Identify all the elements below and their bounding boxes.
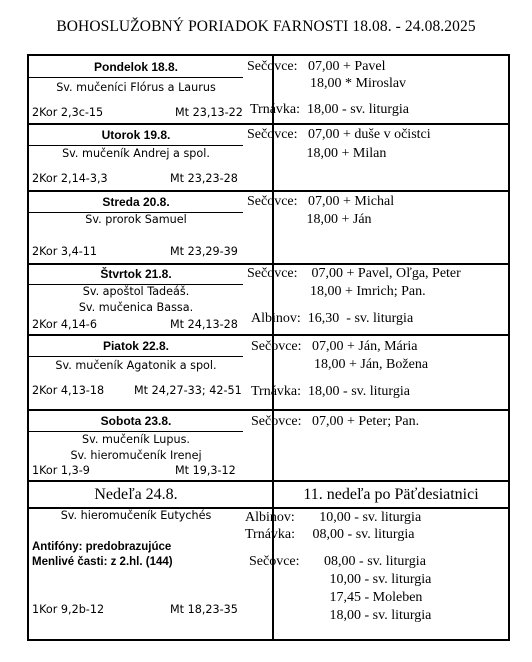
reading-gospel: Mt 23,13-22 (175, 106, 243, 119)
schedule-table (27, 54, 510, 641)
sunday-heading: 11. nedeľa po Päťdesiatnici (303, 486, 479, 503)
service-line: Trnávka: 18,00 - sv. liturgia (251, 384, 410, 399)
reading-gospel: Mt 19,3-12 (175, 464, 236, 477)
row-divider (29, 480, 508, 482)
day-title: Štvrtok 21.8. (100, 267, 172, 281)
page-title: BOHOSLUŽOBNÝ PORIADOK FARNOSTI 18.08. - 24.08.2025 (56, 18, 476, 35)
reading-gospel: Mt 23,29-39 (170, 245, 238, 258)
day-title: Sobota 23.8. (100, 414, 172, 428)
day-title: Pondelok 18.8. (93, 60, 179, 74)
variable-parts-line: Menlivé časti: z 2.hl. (144) (32, 556, 173, 568)
day-title: Streda 20.8. (102, 195, 170, 209)
reading-epistle: 1Kor 9,2b-12 (32, 603, 105, 616)
service-line: 18,00 + Ján (247, 212, 372, 227)
reading-epistle: 2Kor 4,14-6 (32, 318, 97, 331)
row-divider (29, 190, 508, 192)
day-title-underline (29, 77, 243, 78)
reading-epistle: 2Kor 3,4-11 (32, 245, 97, 258)
saint-line: Sv. mučenica Bassa. (78, 301, 194, 314)
service-line: Sečovce: 07,00 + duše v očistci (247, 127, 431, 142)
service-line: Sečovce: 08,00 - sv. liturgia (249, 554, 426, 569)
service-line: Sečovce: 07,00 + Ján, Mária (251, 339, 418, 354)
day-title: Utorok 19.8. (101, 128, 171, 142)
saint-line: Sv. apoštol Tadeáš. (82, 285, 190, 298)
row-divider (29, 123, 508, 125)
reading-epistle: 2Kor 4,13-18 (32, 384, 105, 397)
day-title: Piatok 22.8. (102, 339, 170, 353)
service-line: Sečovce: 07,00 + Pavel (247, 59, 386, 74)
saint-line: Sv. mučeník Lupus. (82, 433, 190, 446)
saint-line: Sv. prorok Samuel (85, 213, 187, 226)
reading-epistle: 2Kor 2,3c-15 (32, 106, 104, 119)
saint-line: Sv. mučeník Andrej a spol. (62, 147, 210, 160)
sunday-title: Nedeľa 24.8. (94, 486, 178, 503)
reading-epistle: 1Kor 1,3-9 (32, 464, 90, 477)
service-line: Trnávka: 18,00 - sv. liturgia (250, 102, 409, 117)
service-line: 18,00 - sv. liturgia (249, 608, 432, 623)
service-line: Trnávka: 08,00 - sv. liturgia (245, 527, 415, 542)
service-line: 10,00 - sv. liturgia (249, 572, 432, 587)
service-line: Sečovce: 07,00 + Peter; Pan. (251, 414, 420, 429)
service-line: 18,00 + Imrich; Pan. (247, 284, 426, 299)
service-line: Albinov: 16,30 - sv. liturgia (251, 311, 414, 326)
saint-line: Sv. hieromučeník Eutychés (60, 509, 212, 522)
service-line: Sečovce: 07,00 + Pavel, Oľga, Peter (247, 266, 461, 281)
saint-line: Sv. hieromučeník Irenej (70, 449, 202, 462)
reading-gospel: Mt 18,23-35 (170, 603, 238, 616)
row-divider (29, 409, 508, 411)
service-line: Albinov: 10,00 - sv. liturgia (245, 510, 422, 525)
day-title-underline (29, 356, 243, 357)
service-line: 17,45 - Moleben (249, 590, 423, 605)
reading-gospel: Mt 24,13-28 (170, 318, 238, 331)
service-line: Sečovce: 07,00 + Michal (247, 194, 395, 209)
reading-epistle: 2Kor 2,14-3,3 (32, 172, 108, 185)
antiphons-line: Antifóny: predobrazujúce (32, 541, 172, 553)
saint-line: Sv. mučeník Agatonik a spol. (55, 359, 217, 372)
service-line: 18,00 * Miroslav (247, 76, 407, 91)
saint-line: Sv. mučeníci Flórus a Laurus (56, 81, 216, 94)
service-line: 18,00 + Milan (247, 146, 387, 161)
row-divider (29, 334, 508, 336)
reading-gospel: Mt 24,27-33; 42-51 (134, 384, 242, 397)
service-line: 18,00 + Ján, Božena (251, 357, 429, 372)
reading-gospel: Mt 23,23-28 (170, 172, 238, 185)
